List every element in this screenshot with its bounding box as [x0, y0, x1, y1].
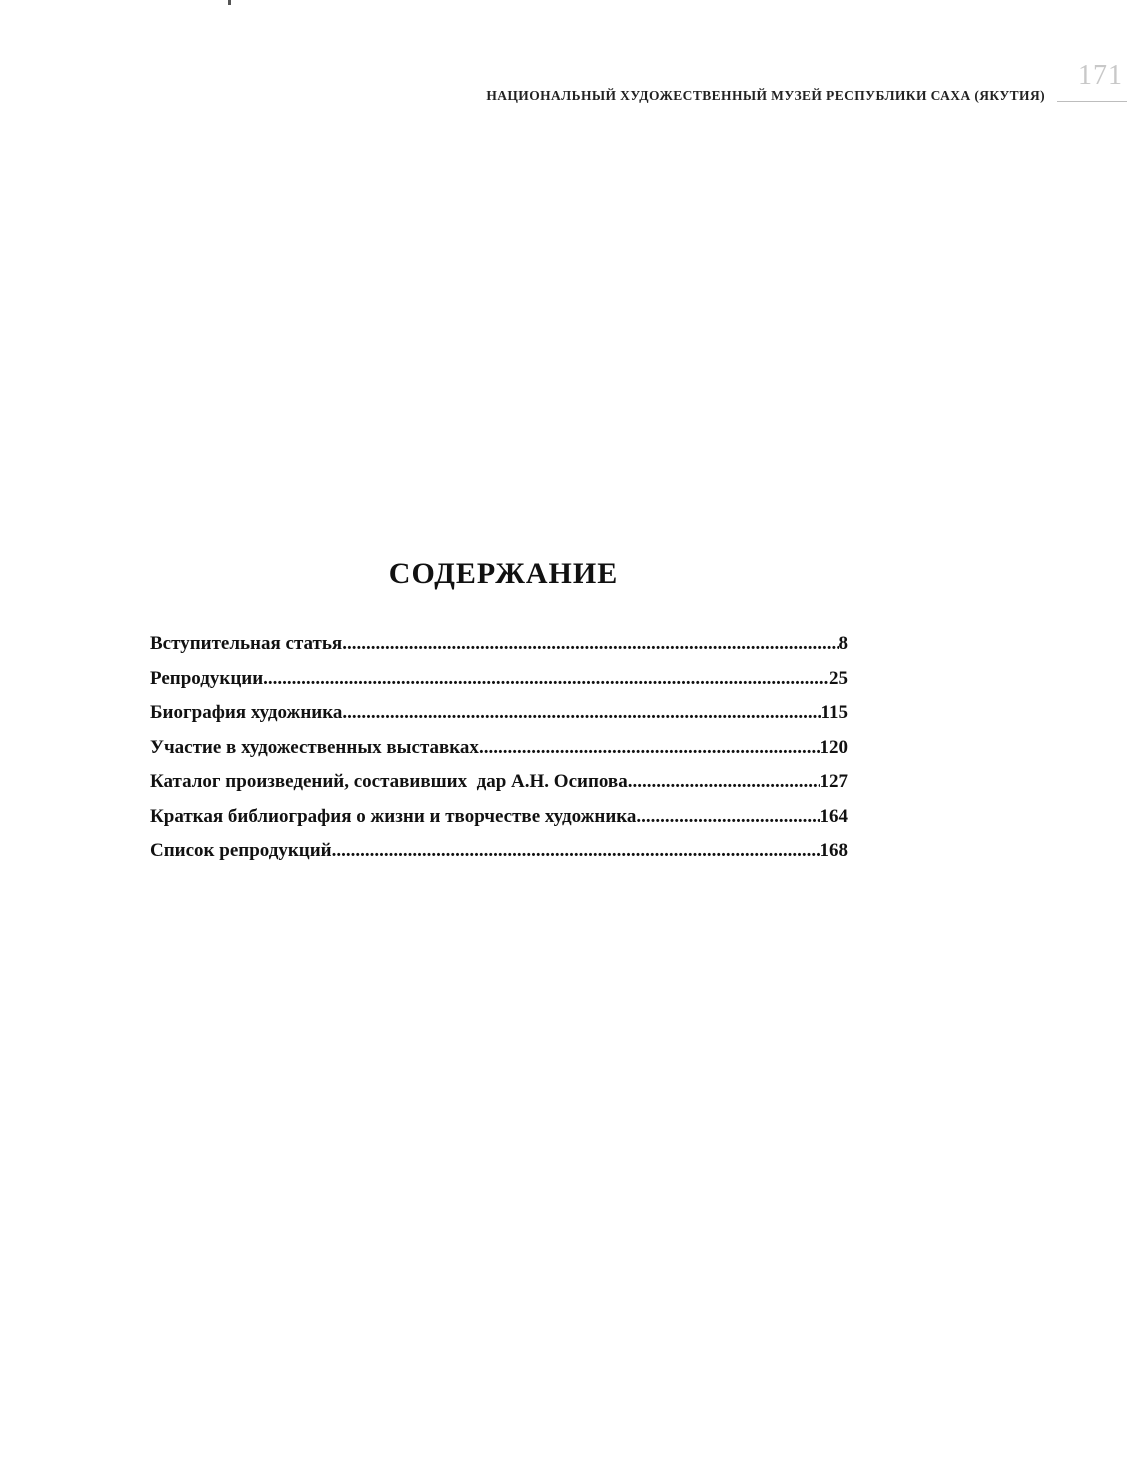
toc-entry[interactable] — [150, 668, 848, 703]
header-rule — [1057, 101, 1127, 102]
table-of-contents — [150, 633, 848, 875]
toc-entry-page: 115 — [820, 702, 848, 723]
toc-entry-page: 25 — [829, 667, 848, 689]
toc-entry[interactable] — [150, 633, 848, 668]
running-header: НАЦИОНАЛЬНЫЙ ХУДОЖЕСТВЕННЫЙ МУЗЕЙ РЕСПУБЛИКИ САХА (ЯКУТИЯ) — [486, 88, 1045, 103]
scan-artifact — [228, 0, 231, 5]
toc-entry-label: Биография художника — [150, 702, 343, 723]
toc-entry-label: Каталог произведений, составивших дар А.Н. Осипова — [150, 771, 628, 792]
dot-leader — [263, 668, 829, 690]
toc-entry-label: Список репродукций — [150, 840, 332, 861]
toc-entry[interactable] — [150, 840, 848, 875]
dot-leader — [342, 702, 820, 724]
toc-entry-label: Репродукции — [150, 667, 264, 689]
toc-entry-label: Краткая библиография о жизни и творчестве художника — [150, 805, 637, 827]
page-number: 171 — [1078, 60, 1123, 91]
toc-entry-page: 120 — [819, 736, 848, 758]
dot-leader — [332, 840, 820, 862]
dot-leader — [479, 737, 820, 759]
toc-entry[interactable] — [150, 806, 848, 841]
toc-entry-page: 127 — [819, 771, 848, 792]
toc-entry-page: 164 — [819, 805, 848, 827]
toc-entry[interactable] — [150, 702, 848, 737]
toc-entry-page: 168 — [819, 840, 848, 861]
dot-leader — [342, 633, 838, 655]
toc-entry[interactable] — [150, 737, 848, 772]
toc-entry-label: Участие в художественных выставках — [150, 736, 479, 758]
toc-entry[interactable] — [150, 771, 848, 806]
toc-entry-label: Вступительная статья — [150, 633, 343, 654]
toc-title: СОДЕРЖАНИЕ — [388, 557, 619, 590]
dot-leader — [628, 771, 820, 793]
dot-leader — [636, 806, 819, 828]
toc-entry-page: 8 — [838, 633, 848, 654]
